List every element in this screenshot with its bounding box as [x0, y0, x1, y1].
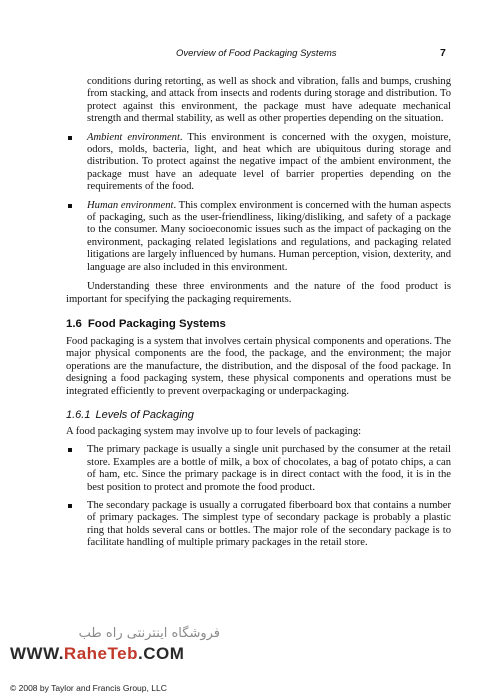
bullet-primary-package: [66, 444, 451, 494]
subsection-intro: A food packaging system may involve up to four levels of packaging:: [66, 425, 362, 437]
copyright-footer: © 2008 by Taylor and Francis Group, LLC: [10, 683, 167, 693]
watermark-url: [10, 644, 184, 664]
watermark-url-suffix: .COM: [137, 644, 185, 663]
section-paragraph: Food packaging is a system that involves certain physical components and operations. The major physical components are the food, the package, and the environment; the major operations are the manufacture, the distribution, and the disposal of the food package. In designing a food packaging system, these physical components and operations must be integrated efficiently to prevent overpackaging or underpackaging.: [66, 335, 451, 397]
continued-paragraph: conditions during retorting, as well as shock and vibration, falls and bumps, crushing from stacking, and attack from insects and rodents during storage and distribution. To protect against this environment, the package must have adequate mechanical strength and thermal stability, as well as other properties depending on the situation.: [87, 76, 451, 125]
human-environment-text: . This complex environment is concerned with the human aspects of packaging, such as the user-friendliness, liking/disliking, and safety of a package to the consumer. Many socioeconomic issues such as the impact of packaging on the environment, packaging related legislations and regulations, and packaging related litigations are largely influenced by humans. Human perception, vision, dexterity, and language are also included in this environment.: [87, 199, 451, 273]
section-number: 1.6: [66, 317, 82, 330]
bullet-marker: [68, 504, 72, 508]
page-number: 7: [440, 47, 446, 59]
term-ambient-environment: Ambient environment: [87, 131, 180, 143]
page-body: [66, 76, 451, 550]
ambient-environment-text: . This environment is concerned with the oxygen, moisture, odors, molds, bacteria, light, and heat which are ubiquitous during storage and distribution. To protect against the negative impact of the ambient environment, the package must have an adequate level of barrier properties depending on the requirements of the food.: [87, 131, 451, 193]
subsection-title: Levels of Packaging: [95, 408, 194, 421]
section-title: Food Packaging Systems: [87, 317, 226, 330]
primary-package-text: The primary package is usually a single unit purchased by the consumer at the retail store. Examples are a bottle of milk, a box of chocolates, a bag of potato chips, a can of ham, etc. Since the primary package is in direct contact with the food, it is in the best position to protect and promote the food product.: [87, 444, 451, 493]
watermark-persian-text: فروشگاه اینترنتی راه طب: [78, 626, 220, 641]
section-heading: [66, 318, 451, 330]
watermark-url-accent: RaheTeb: [63, 644, 138, 663]
bullet-marker: [68, 136, 72, 140]
subsection-number: 1.6.1: [66, 408, 91, 421]
term-human-environment: Human environment: [87, 199, 174, 211]
bullet-secondary-package: [66, 500, 451, 550]
running-header: [0, 48, 500, 62]
running-title: Overview of Food Packaging Systems: [176, 48, 337, 59]
bullet-ambient-environment: [66, 132, 451, 194]
watermark-url-prefix: WWW.: [10, 644, 64, 663]
bullet-human-environment: [66, 200, 451, 274]
bullet-marker: [68, 448, 72, 452]
summary-paragraph: Understanding these three environments and the nature of the food product is important for specifying the packaging requirements.: [66, 281, 451, 305]
subsection-heading: [66, 409, 451, 421]
secondary-package-text: The secondary package is usually a corrugated fiberboard box that contains a number of primary packages. The simplest type of secondary package is probably a plastic ring that holds several cans or bottles. The major role of the secondary package is to facilitate handling of multiple primary packages in the retail store.: [87, 499, 451, 549]
bullet-marker: [68, 204, 72, 208]
